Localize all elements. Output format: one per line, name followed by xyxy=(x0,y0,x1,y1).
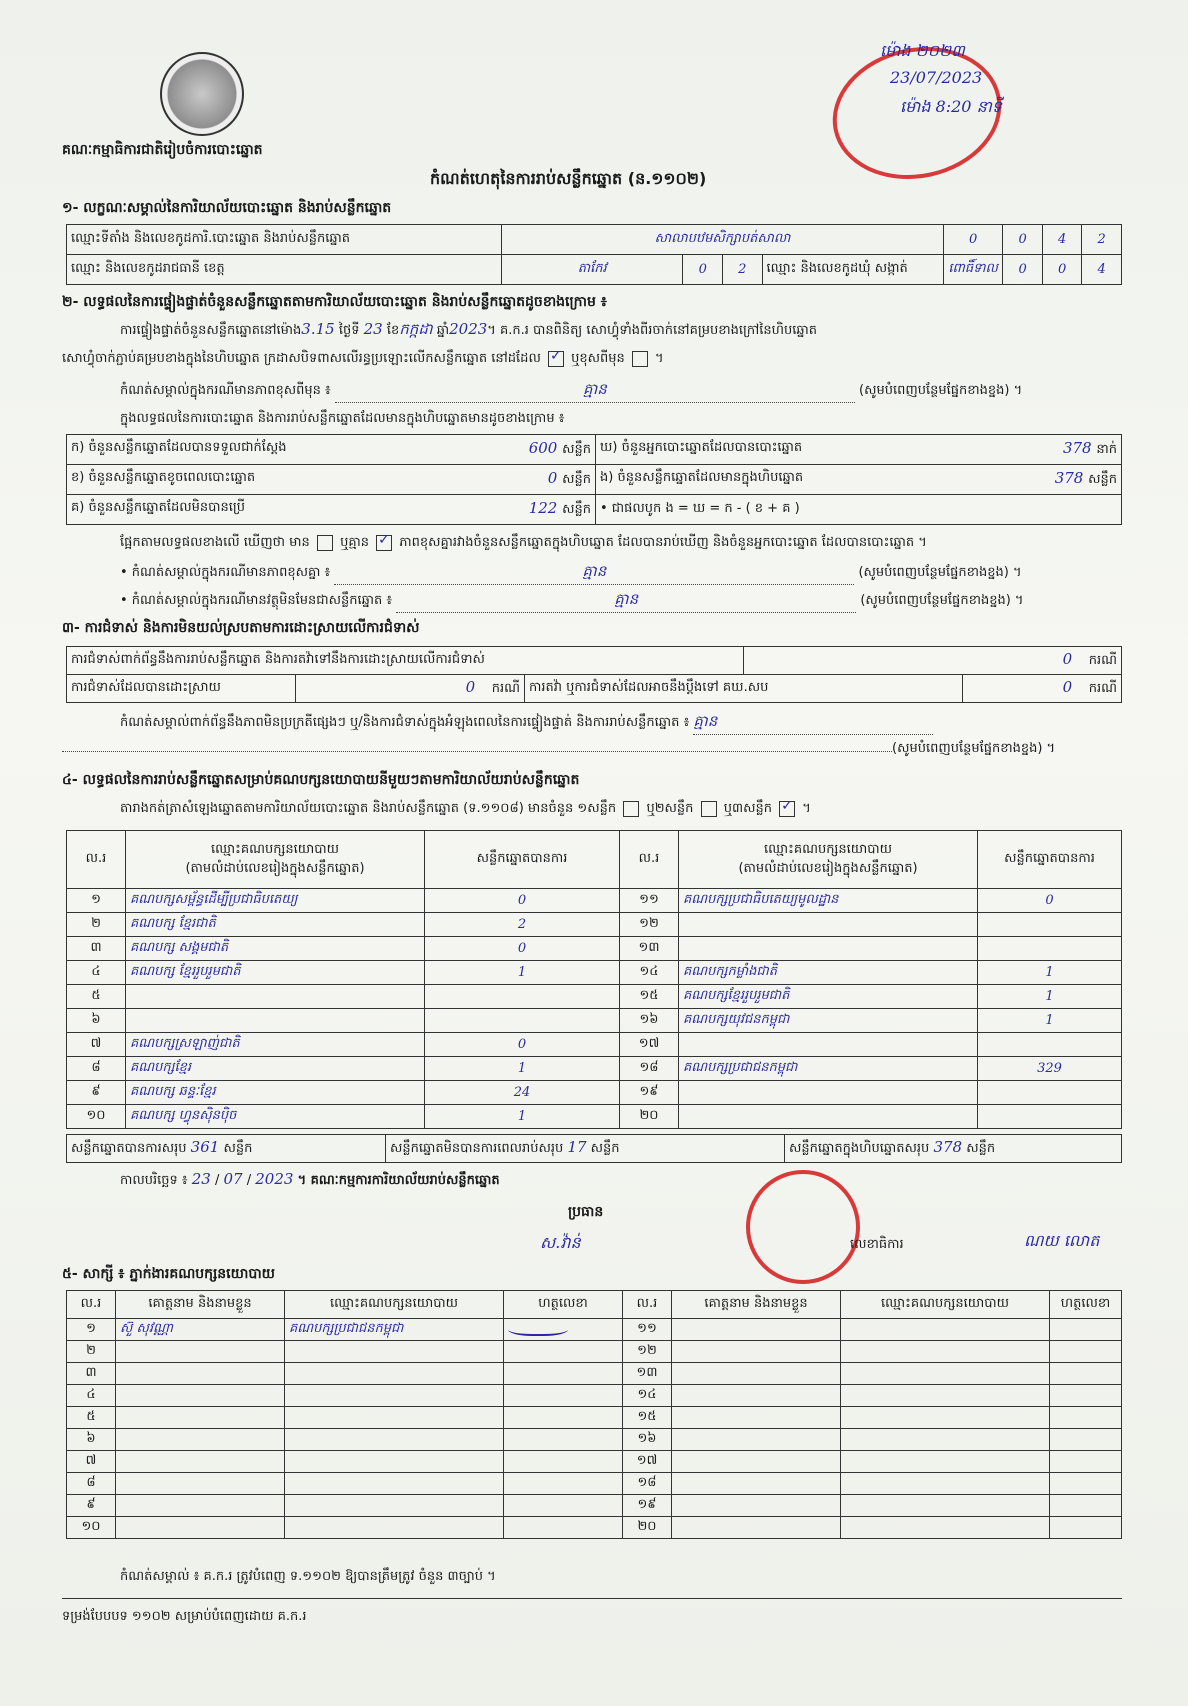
witness-row xyxy=(67,1495,1122,1517)
party-name xyxy=(679,1033,978,1057)
party-name: គណបក្សខ្មែររួបរួមជាតិ xyxy=(679,985,978,1009)
witness-signature xyxy=(1050,1363,1122,1385)
formula: • ជាផលបូក ង = ឃ = ក - ( ខ + គ ) xyxy=(596,495,1122,525)
no-diff-checkbox[interactable] xyxy=(376,535,392,551)
check-day: 23 xyxy=(363,320,383,338)
date-month: 07 xyxy=(223,1170,243,1188)
party-no: ១៣ xyxy=(620,937,679,961)
irregularity-hint-line: (សូមបំពេញបន្ថែមផ្នែកខាងខ្នង) ។ xyxy=(62,740,1055,759)
witness-name xyxy=(116,1363,285,1385)
chair-label: ប្រធាន xyxy=(568,1204,604,1220)
committee-stamp xyxy=(746,1170,860,1284)
section5-heading: ៥- សាក្សី ៖ ភ្នាក់ងារគណបក្សនយោបាយ xyxy=(62,1266,276,1282)
party-row xyxy=(67,1081,1122,1105)
witness-signature xyxy=(1050,1451,1122,1473)
witness-name xyxy=(672,1429,841,1451)
tally-2-checkbox[interactable] xyxy=(701,801,717,817)
party-name xyxy=(126,985,425,1009)
tally-1-checkbox[interactable] xyxy=(623,801,639,817)
witness-name xyxy=(672,1363,841,1385)
witness-no: ៥ xyxy=(67,1407,116,1429)
witness-signature xyxy=(1050,1385,1122,1407)
witness-row xyxy=(67,1517,1122,1539)
org-name: គណៈកម្មាធិការជាតិរៀបចំការបោះឆ្នោត xyxy=(62,142,263,158)
witness-party xyxy=(285,1495,504,1517)
party-votes xyxy=(978,1033,1122,1057)
objection-table xyxy=(66,646,1122,703)
witness-name xyxy=(672,1407,841,1429)
nec-emblem xyxy=(160,52,244,136)
office-label: ឈ្មោះទីតាំង និងលេខកូដការិ.បោះឆ្នោត និងរាប់សន្លឹកឆ្នោត xyxy=(67,225,502,255)
witness-signature xyxy=(504,1407,623,1429)
witness-party xyxy=(285,1341,504,1363)
witness-signature xyxy=(1050,1517,1122,1539)
secretary-label: លេខាធិការ xyxy=(850,1237,904,1252)
witness-no: ១៩ xyxy=(623,1495,672,1517)
in-box-label: ង) ចំនួនសន្លឹកឆ្នោតដែលមានក្នុងហិបឆ្នោត xyxy=(600,470,804,485)
party-name: គណបក្ស សង្គមជាតិ xyxy=(126,937,425,961)
witness-no: ១៤ xyxy=(623,1385,672,1407)
witness-signature xyxy=(504,1451,623,1473)
different-checkbox[interactable] xyxy=(632,351,648,367)
check-month: កក្កដា xyxy=(399,320,433,338)
objection-row1-label: ការជំទាស់ពាក់ព័ន្ធនឹងការរាប់សន្លឹកឆ្នោត និងការតវ៉ាទៅនឹងការដោះស្រាយលើការជំទាស់ xyxy=(67,647,744,675)
party-no: ១៧ xyxy=(620,1033,679,1057)
witness-signature xyxy=(1050,1341,1122,1363)
section3-heading: ៣- ការជំទាស់ និងការមិនយល់ស្របតាមការដោះស្រាយលើការជំទាស់ xyxy=(62,620,420,636)
party-name: គណបក្សស្រឡាញ់ជាតិ xyxy=(126,1033,425,1057)
party-row xyxy=(67,937,1122,961)
party-no: ១៤ xyxy=(620,961,679,985)
received-label: ក) ចំនួនសន្លឹកឆ្នោតដែលបានទទួលជាក់ស្តែង xyxy=(71,440,287,455)
witness-signature xyxy=(504,1341,623,1363)
party-row xyxy=(67,1105,1122,1129)
secretary-signature: ណយ លោត xyxy=(1024,1231,1100,1250)
party-name xyxy=(679,1105,978,1129)
w-col-no-right: ល.រ xyxy=(623,1291,672,1319)
witness-no: ១២ xyxy=(623,1341,672,1363)
irregularity-note: កំណត់សម្គាល់ពាក់ព័ន្ធនឹងភាពមិនប្រក្រតីផ្សេងៗ ឬ/និងការជំទាស់ក្នុងអំឡុងពេលនៃការផ្ទៀងផ្ទាត់ និងការរាប់សន្លឹកឆ្នោត ៖ គ្មាន xyxy=(120,712,933,735)
totals-row: សន្លឹកឆ្នោតបានការសរុប 361 សន្លឹក សន្លឹកឆ្នោតមិនបានការពេលរាប់សរុប 17 សន្លឹក សន្លឹកឆ្នោតក្នុងហិបឆ្នោតសរុប 378 សន្លឹក xyxy=(66,1134,1122,1163)
office-code-1: 0 xyxy=(944,225,1003,255)
date-line: កាលបរិច្ឆេទ ៖ 23 / 07 / 2023 ។ គណៈកម្មការការិយាល័យរាប់សន្លឹកឆ្នោត xyxy=(120,1170,500,1188)
witness-signature xyxy=(504,1517,623,1539)
form-title: កំណត់ហេតុនៃការរាប់សន្លឹកឆ្នោត (ន.១១០២) xyxy=(430,169,707,188)
party-votes: 1 xyxy=(978,961,1122,985)
has-diff-checkbox[interactable] xyxy=(317,535,333,551)
witness-no: ៧ xyxy=(67,1451,116,1473)
province-label: ឈ្មោះ និងលេខកូដរាជធានី ខេត្ត xyxy=(67,255,502,285)
w-col-party-left: ឈ្មោះគណបក្សនយោបាយ xyxy=(285,1291,504,1319)
witness-signature xyxy=(1050,1429,1122,1451)
witness-signature xyxy=(504,1319,623,1341)
party-votes: 0 xyxy=(425,889,620,913)
party-row xyxy=(67,889,1122,913)
party-no: ១១ xyxy=(620,889,679,913)
party-name: គណបក្សប្រជាជនកម្ពុជា xyxy=(679,1057,978,1081)
in-box-value: 378 សន្លឹក xyxy=(1054,469,1117,487)
col-party-right: ឈ្មោះគណបក្សនយោបាយ (តាមលំដាប់លេខរៀងក្នុងសន្លឹកឆ្នោត) xyxy=(679,831,978,889)
witness-party xyxy=(841,1407,1050,1429)
witness-signature xyxy=(504,1495,623,1517)
witness-party: គណបក្សប្រជាជនកម្ពុជា xyxy=(285,1319,504,1341)
witness-no: ១៥ xyxy=(623,1407,672,1429)
party-no: ១៩ xyxy=(620,1081,679,1105)
witness-no: ១៧ xyxy=(623,1451,672,1473)
party-votes xyxy=(425,1009,620,1033)
commune-code-3: 4 xyxy=(1082,255,1122,285)
footer-note: កំណត់សម្គាល់ ៖ គ.ក.រ ត្រូវបំពេញ ទ.១១០២ ឱ្យបានត្រឹមត្រូវ ចំនួន ៣ច្បាប់ ។ xyxy=(120,1569,496,1584)
bullet1-line: • កំណត់សម្គាល់ក្នុងករណីមានភាពខុសគ្នា ៖ គ្មាន (សូមបំពេញបន្ថែមផ្នែកខាងខ្នង) ។ xyxy=(120,562,1022,585)
date-year: 2023 xyxy=(255,1170,294,1188)
witness-signature xyxy=(504,1363,623,1385)
footer-divider xyxy=(62,1598,1122,1599)
date-day: 23 xyxy=(191,1170,211,1188)
witness-party xyxy=(841,1385,1050,1407)
section1-table xyxy=(66,224,1122,285)
party-row xyxy=(67,1033,1122,1057)
party-votes: 1 xyxy=(425,1057,620,1081)
witness-table xyxy=(66,1290,1122,1539)
total-invalid: 17 xyxy=(567,1138,587,1156)
check-line-1: ការផ្ទៀងផ្ទាត់ចំនួនសន្លឹកឆ្នោតនៅម៉ោង3.15 ថ្ងៃទី 23 ខែកក្កដា ឆ្នាំ2023។ គ.ក.រ បានពិនិត្យ សោហ្វុំទាំងពីរចាក់នៅគម្របខាងក្រៅនៃហិបឆ្នោត xyxy=(120,320,817,338)
witness-name xyxy=(116,1385,285,1407)
col-party-left: ឈ្មោះគណបក្សនយោបាយ (តាមលំដាប់លេខរៀងក្នុងសន្លឹកឆ្នោត) xyxy=(126,831,425,889)
objection-row1-value: 0 ករណី xyxy=(743,647,1121,675)
witness-party xyxy=(285,1385,504,1407)
objection-resolved-label: ការជំទាស់ដែលបានដោះស្រាយ xyxy=(67,675,296,703)
witness-party xyxy=(841,1495,1050,1517)
witness-no: ៤ xyxy=(67,1385,116,1407)
province-code-1: 0 xyxy=(683,255,723,285)
stamp-handwritten-2: 23/07/2023 xyxy=(890,68,983,87)
witness-name xyxy=(116,1451,285,1473)
stamp-handwritten-1: ម៉ោង ២០២៣ xyxy=(880,41,965,60)
diff-note-line: កំណត់សម្គាល់ក្នុងករណីមានភាពខុសពីមុន ៖ គ្មាន (សូមបំពេញបន្ថែមផ្នែកខាងខ្នង) ។ xyxy=(120,380,1130,403)
witness-party xyxy=(841,1473,1050,1495)
party-votes xyxy=(978,1081,1122,1105)
province-code-2: 2 xyxy=(722,255,762,285)
total-valid: 361 xyxy=(190,1138,220,1156)
witness-signature xyxy=(504,1473,623,1495)
witness-row xyxy=(67,1319,1122,1341)
col-votes-right: សន្លឹកឆ្នោតបានការ xyxy=(978,831,1122,889)
form-footer: ទម្រង់បែបបទ ១១០២ សម្រាប់បំពេញដោយ គ.ក.រ xyxy=(62,1609,307,1624)
party-row xyxy=(67,1009,1122,1033)
witness-signature xyxy=(1050,1495,1122,1517)
witness-signature xyxy=(504,1429,623,1451)
witness-no: ៣ xyxy=(67,1363,116,1385)
w-col-no-left: ល.រ xyxy=(67,1291,116,1319)
witness-party xyxy=(841,1517,1050,1539)
party-votes: 1 xyxy=(978,985,1122,1009)
party-no: ៩ xyxy=(67,1081,126,1105)
witness-party xyxy=(841,1319,1050,1341)
witness-name xyxy=(672,1451,841,1473)
witness-row xyxy=(67,1363,1122,1385)
witness-name xyxy=(116,1341,285,1363)
province-value: តាកែវ xyxy=(501,255,682,285)
witness-name xyxy=(116,1407,285,1429)
party-name: គណបក្សខ្មែរ xyxy=(126,1057,425,1081)
w-col-name-left: គោត្តនាម និងនាមខ្លួន xyxy=(116,1291,285,1319)
witness-row xyxy=(67,1473,1122,1495)
party-name: គណបក្សសម្ព័ន្ធដើម្បីប្រជាធិបតេយ្យ xyxy=(126,889,425,913)
party-name xyxy=(679,1081,978,1105)
party-no: ១៥ xyxy=(620,985,679,1009)
witness-name xyxy=(672,1517,841,1539)
party-name xyxy=(126,1009,425,1033)
party-no: ៧ xyxy=(67,1033,126,1057)
witness-name xyxy=(116,1517,285,1539)
witness-name xyxy=(116,1473,285,1495)
w-col-party-right: ឈ្មោះគណបក្សនយោបាយ xyxy=(841,1291,1050,1319)
party-no: ៣ xyxy=(67,937,126,961)
compare-line: ផ្អែកតាមលទ្ធផលខាងលើ ឃើញថា មាន ឬគ្មាន ✓ ភាពខុសគ្នារវាងចំនួនសន្លឹកឆ្នោតក្នុងហិបឆ្នោត ដែលបានរាប់ឃើញ និងចំនួនអ្នកបោះឆ្នោត ដែលបានបោះឆ្នោត ។ xyxy=(120,534,927,553)
witness-name xyxy=(672,1341,841,1363)
party-no: ៨ xyxy=(67,1057,126,1081)
w-col-name-right: គោត្តនាម និងនាមខ្លួន xyxy=(672,1291,841,1319)
unused-value: 122 សន្លឹក xyxy=(528,499,591,517)
witness-signature xyxy=(1050,1473,1122,1495)
col-no-left: ល.រ xyxy=(67,831,126,889)
spoiled-label: ខ) ចំនួនសន្លឹកឆ្នោតខូចពេលបោះឆ្នោត xyxy=(71,470,256,485)
bullet1-value: គ្មាន xyxy=(334,562,854,585)
witness-row xyxy=(67,1451,1122,1473)
commune-label: ឈ្មោះ និងលេខកូដឃុំ សង្កាត់ xyxy=(762,255,943,285)
voters-value: 378 នាក់ xyxy=(1062,439,1117,457)
party-votes: 0 xyxy=(978,889,1122,913)
section4-heading: ៤- លទ្ធផលនៃការរាប់សន្លឹកឆ្នោតសម្រាប់គណបក្សនយោបាយនីមួយៗតាមការិយាល័យរាប់សន្លឹកឆ្នោត xyxy=(62,772,580,788)
bullet2-value: គ្មាន xyxy=(396,590,856,613)
witness-party xyxy=(841,1451,1050,1473)
chair-signature: ស.វ៉ាន់ xyxy=(540,1233,581,1252)
witness-no: ២ xyxy=(67,1341,116,1363)
party-votes xyxy=(978,1105,1122,1129)
commune-code-1: 0 xyxy=(1003,255,1043,285)
party-no: ១០ xyxy=(67,1105,126,1129)
witness-no: ១៨ xyxy=(623,1473,672,1495)
party-name: គណបក្សប្រជាធិបតេយ្យមូលដ្ឋាន xyxy=(679,889,978,913)
witness-party xyxy=(841,1429,1050,1451)
irregularity-note-value: គ្មាន xyxy=(693,712,933,735)
witness-row xyxy=(67,1407,1122,1429)
count-table xyxy=(66,434,1122,525)
party-name: គណបក្ស ហ្វុនស៊ិនប៉ិច xyxy=(126,1105,425,1129)
party-votes: 0 xyxy=(425,1033,620,1057)
office-value: សាលាបឋមសិក្សាបត់សាលា xyxy=(501,225,943,255)
witness-party xyxy=(285,1473,504,1495)
total-in-box: 378 xyxy=(933,1138,963,1156)
party-name: គណបក្ស ខ្មែររួបរួមជាតិ xyxy=(126,961,425,985)
witness-name xyxy=(672,1473,841,1495)
party-name xyxy=(679,913,978,937)
witness-signature xyxy=(504,1385,623,1407)
party-votes: 24 xyxy=(425,1081,620,1105)
commune-value: ពោធិ៍ទាល xyxy=(944,255,1003,285)
witness-party xyxy=(285,1429,504,1451)
witness-no: ៦ xyxy=(67,1429,116,1451)
witness-signature xyxy=(1050,1407,1122,1429)
party-row xyxy=(67,1057,1122,1081)
office-code-3: 4 xyxy=(1042,225,1082,255)
commune-code-2: 0 xyxy=(1042,255,1082,285)
witness-no: ១១ xyxy=(623,1319,672,1341)
party-row xyxy=(67,961,1122,985)
objection-resolved-value: 0 ករណី xyxy=(296,675,525,703)
party-name: គណបក្ស ខ្មែរជាតិ xyxy=(126,913,425,937)
party-votes-table xyxy=(66,830,1122,1129)
party-no: ១៨ xyxy=(620,1057,679,1081)
witness-party xyxy=(841,1341,1050,1363)
witness-row xyxy=(67,1429,1122,1451)
party-votes xyxy=(978,937,1122,961)
objection-appeal-label: ការតវ៉ា ឬការជំទាស់ដែលអាចនឹងប្តឹងទៅ គឃ.សប xyxy=(525,675,963,703)
objection-appeal-value: 0 ករណី xyxy=(963,675,1122,703)
party-votes: 2 xyxy=(425,913,620,937)
party-no: ៥ xyxy=(67,985,126,1009)
witness-signature xyxy=(1050,1319,1122,1341)
tally-sheet-line: តារាងកត់ត្រាសំឡេងឆ្នោតតាមការិយាល័យបោះឆ្នោត និងរាប់សន្លឹកឆ្នោត (ទ.១១០៨) មានចំនួន ១សន្លឹក ឬ២សន្លឹក ឬ៣សន្លឹក ✓ ។ xyxy=(120,800,811,819)
tally-3-checkbox[interactable] xyxy=(779,801,795,817)
witness-no: ៩ xyxy=(67,1495,116,1517)
diff-note-value: គ្មាន xyxy=(335,380,855,403)
party-no: ២០ xyxy=(620,1105,679,1129)
office-code-4: 2 xyxy=(1082,225,1122,255)
party-no: ១ xyxy=(67,889,126,913)
witness-name xyxy=(672,1319,841,1341)
party-row xyxy=(67,913,1122,937)
witness-party xyxy=(285,1451,504,1473)
party-name: គណបក្សកម្លាំងជាតិ xyxy=(679,961,978,985)
office-code-2: 0 xyxy=(1003,225,1043,255)
party-name: គណបក្សយុវជនកម្ពុជា xyxy=(679,1009,978,1033)
witness-row xyxy=(67,1341,1122,1363)
party-votes: 329 xyxy=(978,1057,1122,1081)
col-votes-left: សន្លឹកឆ្នោតបានការ xyxy=(425,831,620,889)
witness-name xyxy=(672,1495,841,1517)
party-row xyxy=(67,985,1122,1009)
party-no: ១២ xyxy=(620,913,679,937)
received-value: 600 សន្លឹក xyxy=(528,439,591,457)
witness-party xyxy=(285,1407,504,1429)
witness-no: ៨ xyxy=(67,1473,116,1495)
witness-name xyxy=(672,1385,841,1407)
result-subheading: ក្នុងលទ្ធផលនៃការបោះឆ្នោត និងការរាប់សន្លឹកឆ្នោតដែលមានក្នុងហិបឆ្នោតមានដូចខាងក្រោម ៖ xyxy=(120,411,565,426)
witness-no: ១០ xyxy=(67,1517,116,1539)
witness-no: ១៣ xyxy=(623,1363,672,1385)
witness-row xyxy=(67,1385,1122,1407)
section1-heading: ១- លក្ខណៈសម្គាល់នៃការិយាល័យបោះឆ្នោត និងរាប់សន្លឹកឆ្នោត xyxy=(62,200,392,216)
unused-label: គ) ចំនួនសន្លឹកឆ្នោតដែលមិនបានប្រើ xyxy=(71,500,245,515)
witness-no: ២០ xyxy=(623,1517,672,1539)
w-col-sign-left: ហត្ថលេខា xyxy=(504,1291,623,1319)
party-no: ៤ xyxy=(67,961,126,985)
check-year: 2023 xyxy=(449,320,488,338)
witness-name xyxy=(116,1495,285,1517)
party-votes xyxy=(425,985,620,1009)
signature-mark xyxy=(508,1320,568,1336)
party-no: ២ xyxy=(67,913,126,937)
party-votes: 0 xyxy=(425,937,620,961)
witness-no: ១៦ xyxy=(623,1429,672,1451)
check-time: 3.15 xyxy=(301,320,335,338)
col-no-right: ល.រ xyxy=(620,831,679,889)
witness-party xyxy=(285,1517,504,1539)
party-votes: 1 xyxy=(978,1009,1122,1033)
same-checkbox[interactable] xyxy=(548,351,564,367)
party-name xyxy=(679,937,978,961)
check-line-2: សោហ្វុំចាក់ភ្ជាប់គម្របខាងក្នុងនៃហិបឆ្នោត ក្រដាសបិទពាសលើរន្ធប្រឡោះលើកសន្លឹកឆ្នោត នៅដដែល ✓ ឬខុសពីមុន ។ xyxy=(62,350,664,369)
stamp-handwritten-3: ម៉ោង 8:20 នាទី xyxy=(900,97,1002,116)
section2-heading: ២- លទ្ធផលនៃការផ្ទៀងផ្ទាត់ចំនួនសន្លឹកឆ្នោតតាមការិយាល័យបោះឆ្នោត និងរាប់សន្លឹកឆ្នោតដូចខាងក្រោម ៖ xyxy=(62,294,607,310)
party-votes xyxy=(978,913,1122,937)
witness-name xyxy=(116,1429,285,1451)
w-col-sign-right: ហត្ថលេខា xyxy=(1050,1291,1122,1319)
party-no: ៦ xyxy=(67,1009,126,1033)
bullet2-line: • កំណត់សម្គាល់ក្នុងករណីមានវត្ថុមិនមែនជាសន្លឹកឆ្នោត ៖ គ្មាន (សូមបំពេញបន្ថែមផ្នែកខាងខ្នង) ។ xyxy=(120,590,1023,613)
party-no: ១៦ xyxy=(620,1009,679,1033)
spoiled-value: 0 សន្លឹក xyxy=(547,469,591,487)
party-votes: 1 xyxy=(425,1105,620,1129)
witness-party xyxy=(285,1363,504,1385)
witness-party xyxy=(841,1363,1050,1385)
voters-label: ឃ) ចំនួនអ្នកបោះឆ្នោតដែលបានបោះឆ្នោត xyxy=(600,440,803,455)
witness-no: ១ xyxy=(67,1319,116,1341)
witness-name: ស៊ួ សុវណ្ណា xyxy=(116,1319,285,1341)
party-name: គណបក្ស ឆន្ទៈខ្មែរ xyxy=(126,1081,425,1105)
party-votes: 1 xyxy=(425,961,620,985)
